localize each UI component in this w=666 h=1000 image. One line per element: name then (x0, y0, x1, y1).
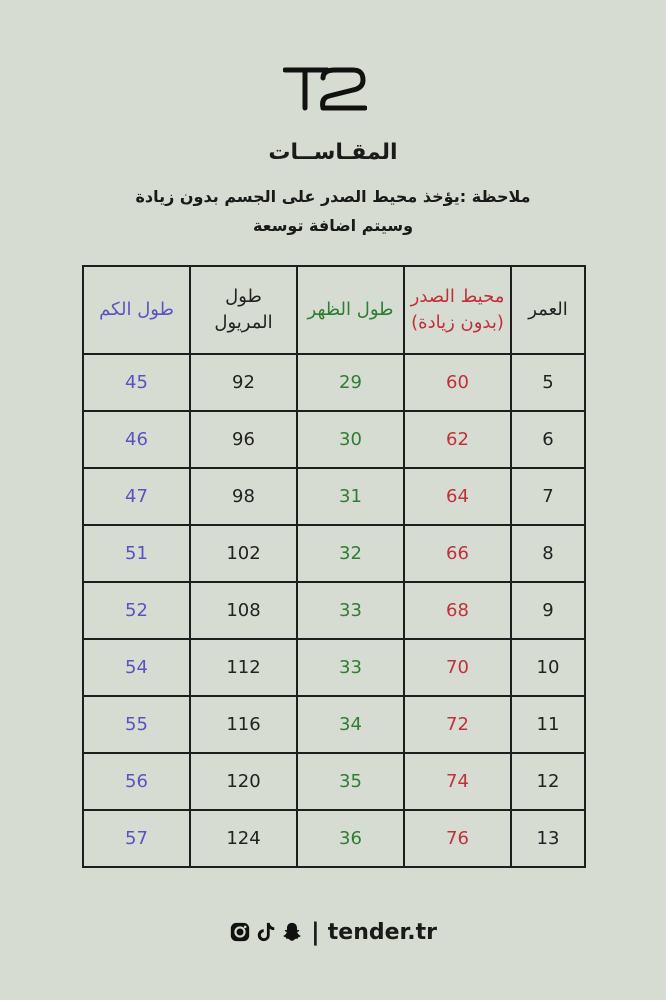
table-row (83, 525, 585, 582)
table-row (83, 696, 585, 753)
cell-dress-length: 112 (190, 639, 297, 696)
snapchat-icon[interactable] (281, 921, 303, 943)
cell-age: 7 (511, 468, 585, 525)
cell-dress-length: 116 (190, 696, 297, 753)
cell-chest: 72 (404, 696, 511, 753)
size-note (100, 182, 566, 240)
social-handle[interactable]: tender.tr (327, 919, 437, 945)
table-row (83, 354, 585, 411)
cell-chest: 66 (404, 525, 511, 582)
cell-back: 36 (297, 810, 404, 867)
header-age: العمر (511, 266, 585, 354)
cell-back: 34 (297, 696, 404, 753)
header-sleeve: طول الكم (83, 266, 190, 354)
social-footer (0, 918, 666, 946)
footer-separator: | (311, 918, 320, 946)
cell-back: 32 (297, 525, 404, 582)
cell-sleeve: 47 (83, 468, 190, 525)
page-title: المقـاســات (268, 140, 398, 165)
cell-sleeve: 51 (83, 525, 190, 582)
cell-back: 35 (297, 753, 404, 810)
cell-age: 12 (511, 753, 585, 810)
table-row (83, 753, 585, 810)
cell-back: 33 (297, 639, 404, 696)
cell-sleeve: 52 (83, 582, 190, 639)
table-header-row (83, 266, 585, 354)
cell-sleeve: 45 (83, 354, 190, 411)
header-dress-length-line-2: المريول (214, 312, 273, 333)
cell-chest: 70 (404, 639, 511, 696)
cell-dress-length: 102 (190, 525, 297, 582)
table-row (83, 411, 585, 468)
header-chest (404, 266, 511, 354)
cell-chest: 68 (404, 582, 511, 639)
cell-age: 11 (511, 696, 585, 753)
table-row (83, 810, 585, 867)
header-chest-sublabel: (بدون زيادة) (411, 312, 504, 333)
size-note-line-2: وسيتم اضافة توسعة (252, 216, 414, 235)
cell-dress-length: 108 (190, 582, 297, 639)
cell-age: 8 (511, 525, 585, 582)
cell-back: 29 (297, 354, 404, 411)
cell-back: 33 (297, 582, 404, 639)
cell-dress-length: 120 (190, 753, 297, 810)
table-row (83, 639, 585, 696)
cell-sleeve: 56 (83, 753, 190, 810)
cell-chest: 76 (404, 810, 511, 867)
cell-chest: 60 (404, 354, 511, 411)
cell-sleeve: 57 (83, 810, 190, 867)
cell-sleeve: 54 (83, 639, 190, 696)
cell-sleeve: 55 (83, 696, 190, 753)
cell-sleeve: 46 (83, 411, 190, 468)
cell-back: 31 (297, 468, 404, 525)
cell-dress-length: 96 (190, 411, 297, 468)
cell-age: 5 (511, 354, 585, 411)
tiktok-icon[interactable] (255, 921, 277, 943)
header-back: طول الظهر (297, 266, 404, 354)
cell-chest: 74 (404, 753, 511, 810)
cell-age: 9 (511, 582, 585, 639)
cell-chest: 62 (404, 411, 511, 468)
cell-age: 13 (511, 810, 585, 867)
instagram-icon[interactable] (229, 921, 251, 943)
header-chest-label: محيط الصدر (410, 286, 505, 307)
brand-logo (283, 66, 367, 112)
cell-dress-length: 98 (190, 468, 297, 525)
cell-dress-length: 92 (190, 354, 297, 411)
cell-age: 10 (511, 639, 585, 696)
header-dress-length-line-1: طول (225, 286, 262, 307)
cell-chest: 64 (404, 468, 511, 525)
size-table (82, 265, 586, 868)
size-note-line-1: ملاحظة :يؤخذ محيط الصدر على الجسم بدون زيادة (135, 187, 531, 206)
cell-back: 30 (297, 411, 404, 468)
cell-age: 6 (511, 411, 585, 468)
table-row (83, 582, 585, 639)
header-dress-length (190, 266, 297, 354)
cell-dress-length: 124 (190, 810, 297, 867)
table-row (83, 468, 585, 525)
